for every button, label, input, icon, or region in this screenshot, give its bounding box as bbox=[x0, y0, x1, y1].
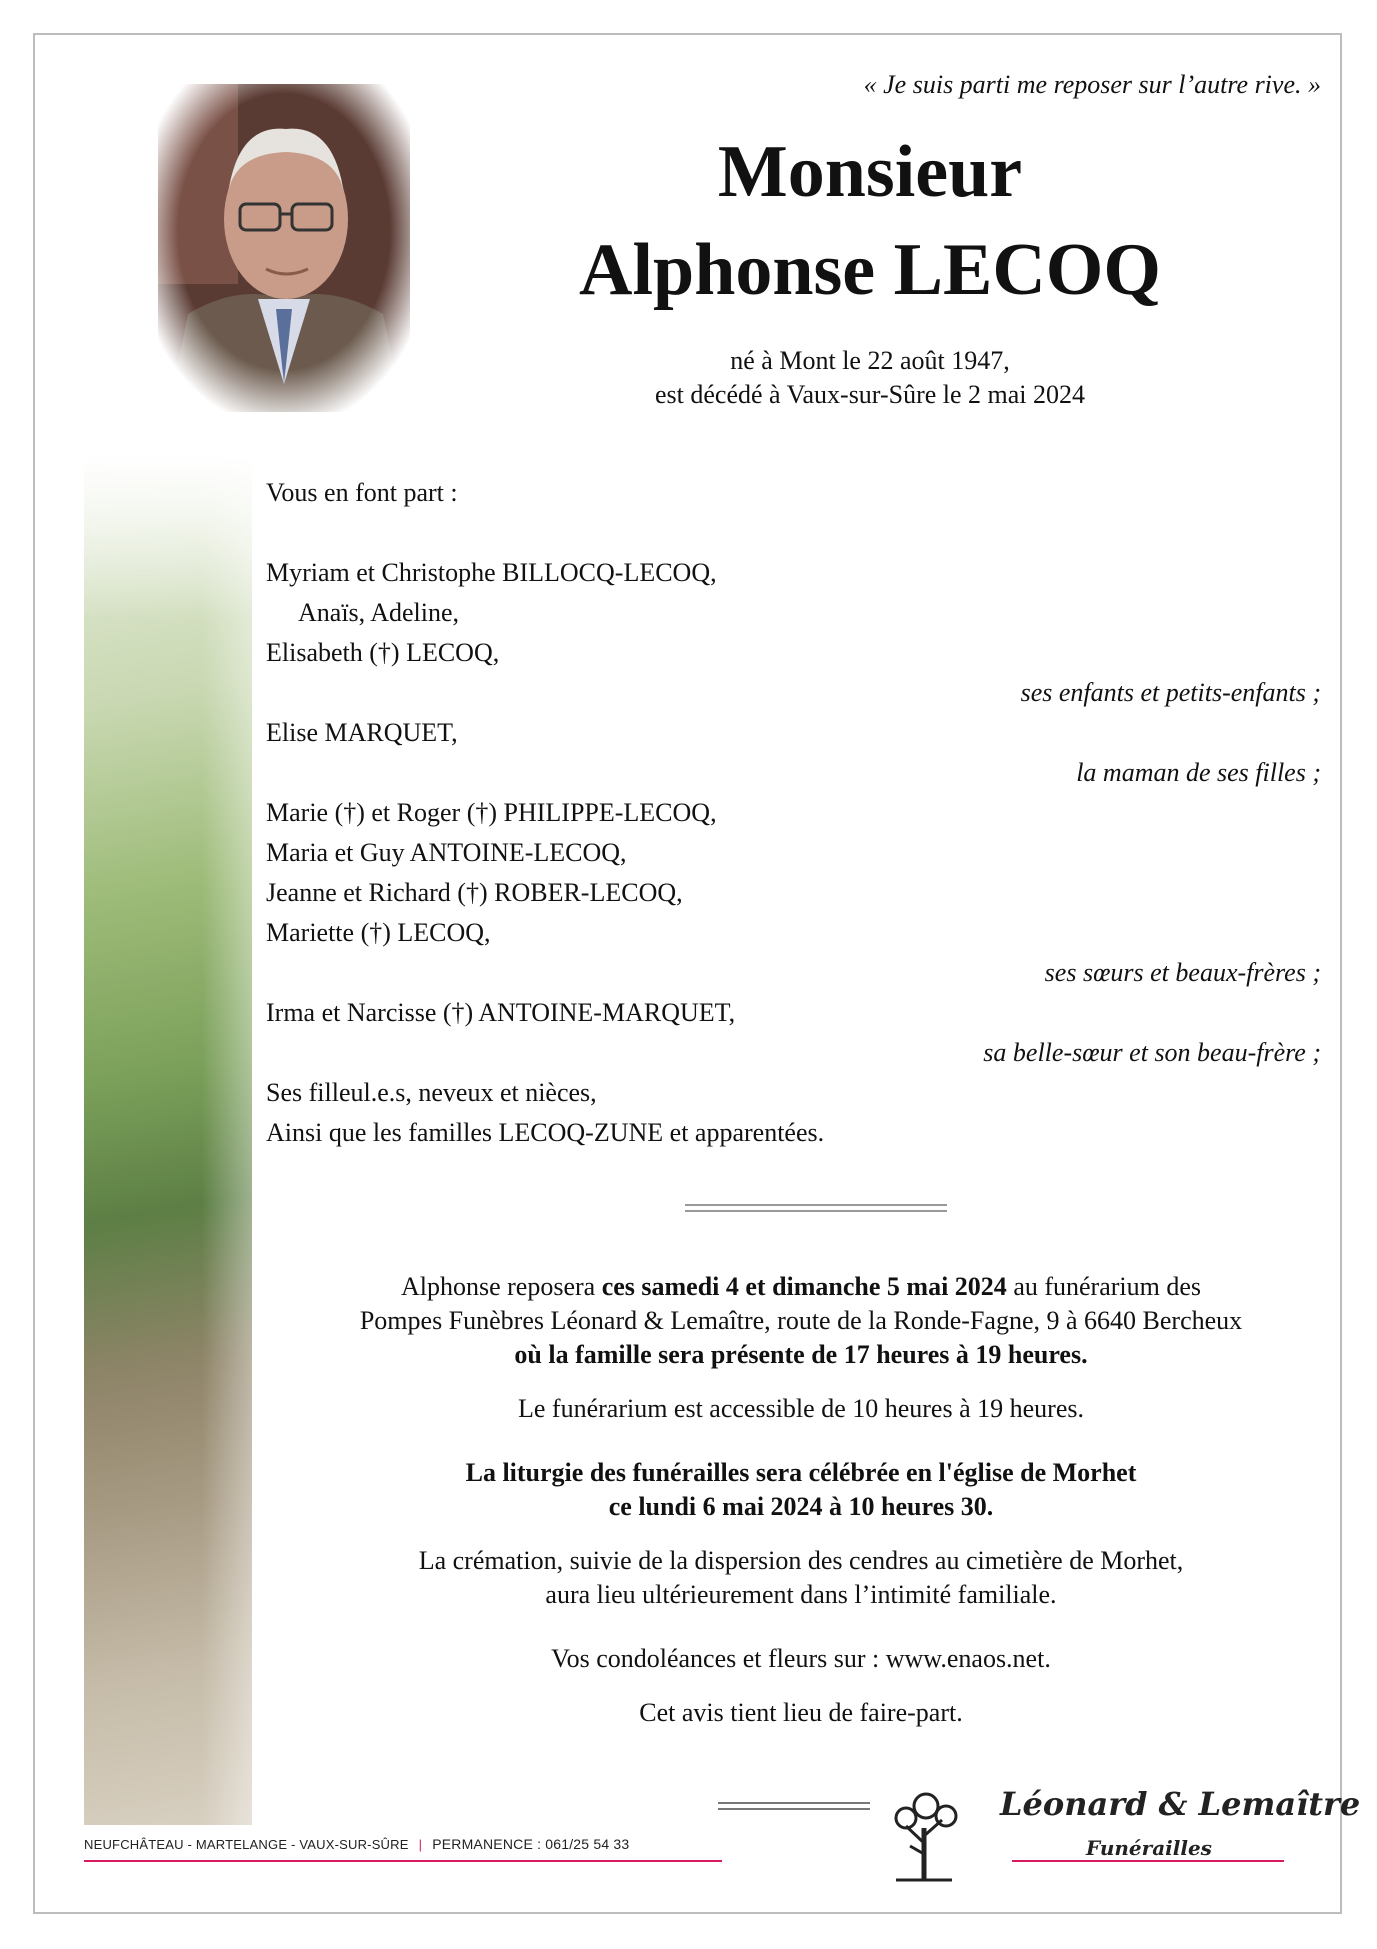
visitation-dates: ces samedi 4 et dimanche 5 mai 2024 bbox=[601, 1272, 1007, 1301]
family-member-line: Mariette (†) LECOQ, bbox=[266, 918, 491, 947]
footer-double-rule bbox=[718, 1802, 870, 1810]
relationship-label: ses sœurs et beaux-frères ; bbox=[1044, 958, 1321, 987]
footer-separator: | bbox=[418, 1837, 423, 1852]
cremation-line-2: aura lieu ultérieurement dans l’intimité familiale. bbox=[545, 1580, 1057, 1609]
logo-accent-line bbox=[1012, 1860, 1284, 1862]
relationship-label: ses enfants et petits-enfants ; bbox=[1020, 678, 1321, 707]
family-member-line: Elise MARQUET, bbox=[266, 718, 458, 747]
family-member-line: Anaïs, Adeline, bbox=[298, 598, 460, 627]
family-member-line: Irma et Narcisse (†) ANTOINE-MARQUET, bbox=[266, 998, 736, 1027]
family-member-line: Marie (†) et Roger (†) PHILIPPE-LECOQ, bbox=[266, 798, 717, 827]
footer-accent-line bbox=[84, 1860, 722, 1862]
visitation-text-c: au funérarium des bbox=[1006, 1272, 1202, 1301]
opening-hours: Le funérarium est accessible de 10 heures à 19 heures. bbox=[518, 1394, 1084, 1423]
family-intro: Vous en font part : bbox=[266, 478, 458, 507]
section-separator bbox=[685, 1204, 947, 1212]
funeral-home-address: Pompes Funèbres Léonard & Lemaître, route de la Ronde-Fagne, 9 à 6640 Bercheux bbox=[359, 1306, 1243, 1335]
family-member-line: Ses filleul.e.s, neveux et nièces, bbox=[266, 1078, 597, 1107]
epitaph-quote: « Je suis parti me reposer sur l’autre rive. » bbox=[863, 70, 1321, 99]
liturgy-place: La liturgie des funérailles sera célébrée en l'église de Morhet bbox=[465, 1458, 1137, 1487]
visitation-text-a: Alphonse reposera bbox=[400, 1272, 602, 1301]
ceremony-info bbox=[266, 1270, 1336, 1750]
tree-logo-icon bbox=[888, 1788, 960, 1884]
notice-line: Cet avis tient lieu de faire-part. bbox=[639, 1698, 963, 1727]
family-presence-hours: où la famille sera présente de 17 heures à 19 heures. bbox=[514, 1340, 1088, 1369]
visitation-paragraph bbox=[266, 1270, 1336, 1372]
portrait-photo bbox=[158, 84, 410, 412]
family-member-line: Ainsi que les familles LECOQ-ZUNE et apparentées. bbox=[266, 1118, 825, 1147]
footer-locations: NEUFCHÂTEAU - MARTELANGE - VAUX-SUR-SÛRE bbox=[84, 1837, 409, 1852]
spacer bbox=[266, 513, 1321, 553]
dates-block bbox=[470, 344, 1270, 412]
relationship-label: la maman de ses filles ; bbox=[1076, 758, 1321, 787]
title-honorific: Monsieur bbox=[717, 131, 1023, 213]
cremation-paragraph bbox=[266, 1544, 1336, 1612]
cremation-line-1: La crémation, suivie de la dispersion des cendres au cimetière de Morhet, bbox=[418, 1546, 1184, 1575]
family-member-line: Jeanne et Richard (†) ROBER-LECOQ, bbox=[266, 878, 683, 907]
family-member-line: Maria et Guy ANTOINE-LECOQ, bbox=[266, 838, 627, 867]
liturgy-date: ce lundi 6 mai 2024 à 10 heures 30. bbox=[608, 1492, 994, 1521]
family-list bbox=[266, 473, 1321, 1153]
liturgy-paragraph bbox=[266, 1456, 1336, 1524]
relationship-label: sa belle-sœur et son beau-frère ; bbox=[983, 1038, 1321, 1067]
death-line: est décédé à Vaux-sur-Sûre le 2 mai 2024 bbox=[654, 380, 1086, 409]
logo-company-name: Léonard & Lemaître bbox=[1000, 1785, 1361, 1823]
condolences-line: Vos condoléances et fleurs sur : www.enaos.net. bbox=[551, 1644, 1051, 1673]
birth-line: né à Mont le 22 août 1947, bbox=[730, 346, 1010, 375]
family-member-line: Myriam et Christophe BILLOCQ-LECOQ, bbox=[266, 558, 717, 587]
footer-permanence: PERMANENCE : 061/25 54 33 bbox=[432, 1836, 630, 1852]
footer-contact bbox=[84, 1836, 629, 1852]
logo-tagline: Funérailles bbox=[1086, 1836, 1212, 1860]
forest-path-image bbox=[84, 455, 252, 1825]
deceased-name: Alphonse LECOQ bbox=[579, 229, 1161, 311]
family-member-line: Elisabeth (†) LECOQ, bbox=[266, 638, 500, 667]
portrait-illustration bbox=[158, 84, 410, 412]
